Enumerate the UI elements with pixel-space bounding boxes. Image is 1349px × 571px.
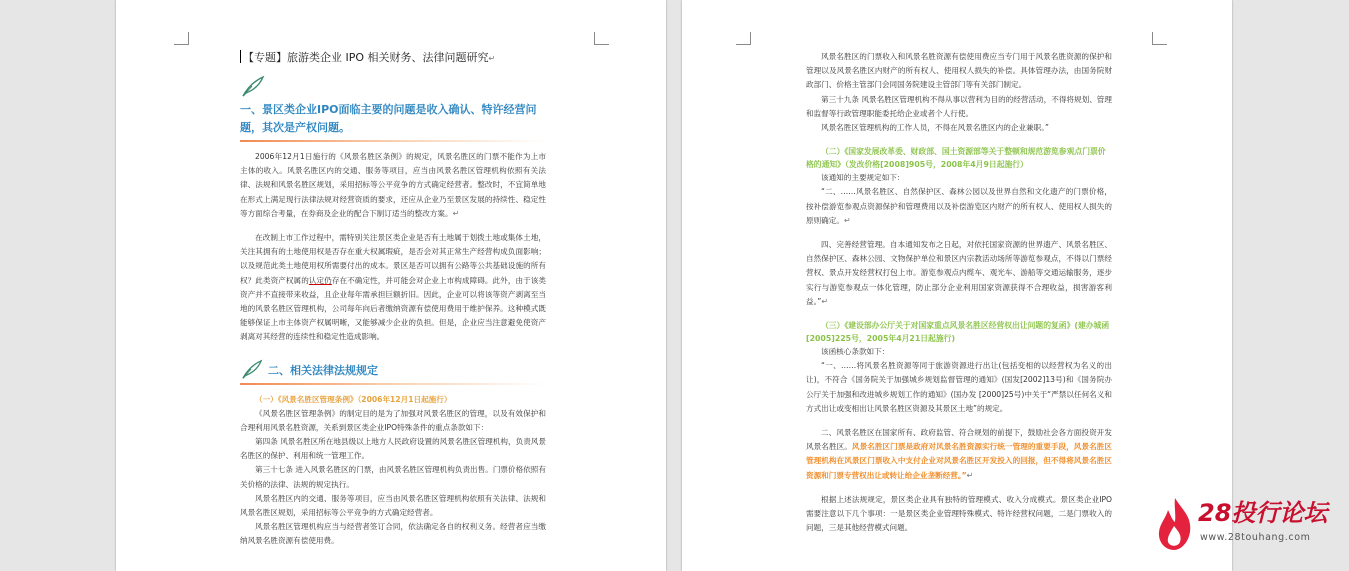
document-page-left: [116, 0, 666, 571]
quill-pen-icon: [240, 359, 264, 381]
watermark-brand: 28投行论坛: [1198, 499, 1328, 527]
paragraph: 该通知的主要规定如下：: [821, 173, 905, 183]
watermark-url: www.28touhang.com: [1200, 532, 1311, 543]
paragraph: 第四条 风景名胜区所在地县级以上地方人民政府设置的风景名胜区管理机构，负责风景名胜区的保护、利用和统一管理工作。: [240, 437, 546, 461]
paragraph: “二、……风景名胜区、自然保护区、森林公园以及世界自然和文化遗产的门票价格，按补偿游览参观点资源保护和管理费用以及补偿游览区内财产的所有权人、使用权人损失的原则确定。↵: [806, 187, 1112, 225]
section-2-heading: [240, 359, 546, 381]
paragraph: 风景名胜区管理机构的工作人员，不得在风景名胜区内的企业兼职。”: [821, 123, 1049, 133]
paragraph: 四、完善经营管理。自本通知发布之日起，对依托国家资源的世界遗产、风景名胜区、自然保护区、森林公园、文物保护单位和景区内宗教活动场所等游览参观点，不得以门票经营权、景点开发经营权打包上市。游览参观点内缆车、观光车、游船等交通运输服务，逐步实行与游览参观点一体化管理，防止部分企业利用国家资源获得不合理收益，损害游客利益。”↵: [806, 240, 1112, 306]
subsection-3-title: （三）《建设部办公厅关于对国家重点风景名胜区经营权出让问题的复函》(建办城函[2005]225号，2005年4月21日起施行): [806, 321, 1110, 344]
section-2-title: 二、相关法律法规规定: [268, 363, 378, 377]
paragraph: 风景名胜区管理机构应当与经营者签订合同，依法确定各自的权利义务。经营者应当缴纳风景名胜资源有偿使用费。: [240, 522, 546, 546]
paragraph: 风景名胜区的门票收入和风景名胜资源有偿使用费应当专门用于风景名胜资源的保护和管理以及风景名胜区内财产的所有权人、使用权人损失的补偿。具体管理办法，由国务院财政部门、价格主管部门会同国务院建设主管部门等有关部门制定。: [806, 52, 1112, 90]
paragraph: 根据上述法规规定，景区类企业具有独特的管理模式、收入分成模式。景区类企业IPO需要注意以下几个事项：一是景区类企业管理特殊模式、特许经营权问题，二是门票收入的问题，三是其他经营模式问题。: [806, 494, 1112, 533]
document-header[interactable]: 【专题】旅游类企业 IPO 相关财务、法律问题研究↵: [240, 48, 546, 69]
quill-pen-icon: [240, 75, 266, 99]
paragraph: 《风景名胜区管理条例》的制定目的是为了加强对风景名胜区的管理，以及有效保护和合理利用风景名胜资源，关系到景区类企业IPO特殊条件的重点条款如下：: [240, 408, 546, 432]
paragraph: 风景名胜区内的交通、服务等项目，应当由风景名胜区管理机构依照有关法律、法规和风景名胜区规划，采用招标等公平竞争的方式确定经营者。: [240, 493, 546, 518]
section-divider: [240, 140, 546, 142]
crop-mark: [594, 32, 609, 45]
paragraph: 该函核心条款如下：: [821, 347, 890, 357]
paragraph: 二、风景名胜区在国家所有、政府监管、符合规划的前提下，鼓励社会各方面投资开发风景名胜区。风景名胜区门票是政府对风景名胜资源实行统一管理的重要手段，风景名胜区管理机构在风景区门票收入中支付企业对风景名胜区开发投入的回报，但不得将风景名胜区资源和门票专营权出让或转让给企业垄断经营。”↵: [806, 428, 1113, 480]
paragraph: 第三十九条 风景名胜区管理机构不得从事以营利为目的的经营活动，不得将规划、管理和监督等行政管理职能委托给企业或者个人行使。: [806, 94, 1112, 118]
flame-logo-icon: [1154, 496, 1196, 552]
crop-mark: [174, 32, 189, 45]
paragraph: 2006年12月1日施行的《风景名胜区条例》的规定，风景名胜区的门票不能作为上市主体的收入。风景名胜区内的交通、服务等项目，应当由风景名胜区管理机构依照有关法律、法规和风景名胜区规划，采用招标等公平竞争的方式确定经营者。整改时，不宜简单地在形式上满足现行法律法规对经营资质的要求，还应从企业乃至景区发展的持续性、稳定性等方面综合考量，在券商及企业的配合下制订适当的整改方案。↵: [240, 152, 546, 218]
crop-mark: [1152, 32, 1167, 45]
subsection-1-title: （一）《风景名胜区管理条例》（2006年12月1日起施行）: [255, 394, 452, 404]
text-column: [240, 48, 546, 549]
paragraph: “一、……将风景名胜资源等同于旅游资源进行出让(包括变相的以经营权为名义的出让)，不符合《国务院关于加强城乡规划监督管理的通知》(国发[2002]13号)和《国务院办公厅关于加强和改进城乡规划工作的通知》(国办发 [2000]25号)中关于“严禁以任何名义和方式出让或变相出让风景名胜区资源及其景区土地”的规定。: [806, 361, 1112, 413]
site-watermark: [1154, 496, 1334, 556]
text-column: [806, 50, 1112, 535]
paragraph: 在改制上市工作过程中，需特别关注景区类企业是否有土地属于划拨土地或集体土地，关注其拥有的土地使用权是否存在重大权属瑕疵，是否会对其正常生产经营构成负面影响；以及规范此类土地使用权所需要付出的成本。景区是否可以拥有公路等公共基础设施的所有权？此类资产权属的认定仍存在不确定性，并可能会对企业上市构成障碍。此外，由于该类资产并不直接带来收益，且企业每年需承担巨额折旧。因此，企业可以将该等资产剥离至当地的风景名胜区管理机构，公司每年向后者缴纳资源有偿使用费用于维护保养。这种模式既能够保证上市主体资产权属明晰，又能够减少企业的负担。但是，企业应当注意避免使资产剥离对其经营的连续性和稳定性造成影响。: [240, 233, 547, 342]
crop-mark: [736, 32, 751, 45]
section-1-title: 一、景区类企业IPO面临主要的问题是收入确认、特许经营问题，其次是产权问题。: [240, 103, 537, 134]
document-page-right: [682, 0, 1232, 571]
paragraph: 第三十七条 进入风景名胜区的门票，由风景名胜区管理机构负责出售。门票价格依照有关价格的法律、法规的规定执行。: [240, 465, 546, 489]
section-divider: [240, 383, 546, 385]
subsection-2-title: （二）《国家发展改革委、财政部、国土资源部等关于整顿和规范游览参观点门票价格的通知》（发改价格[2008]905号，2008年4月9日起施行）: [806, 147, 1106, 170]
